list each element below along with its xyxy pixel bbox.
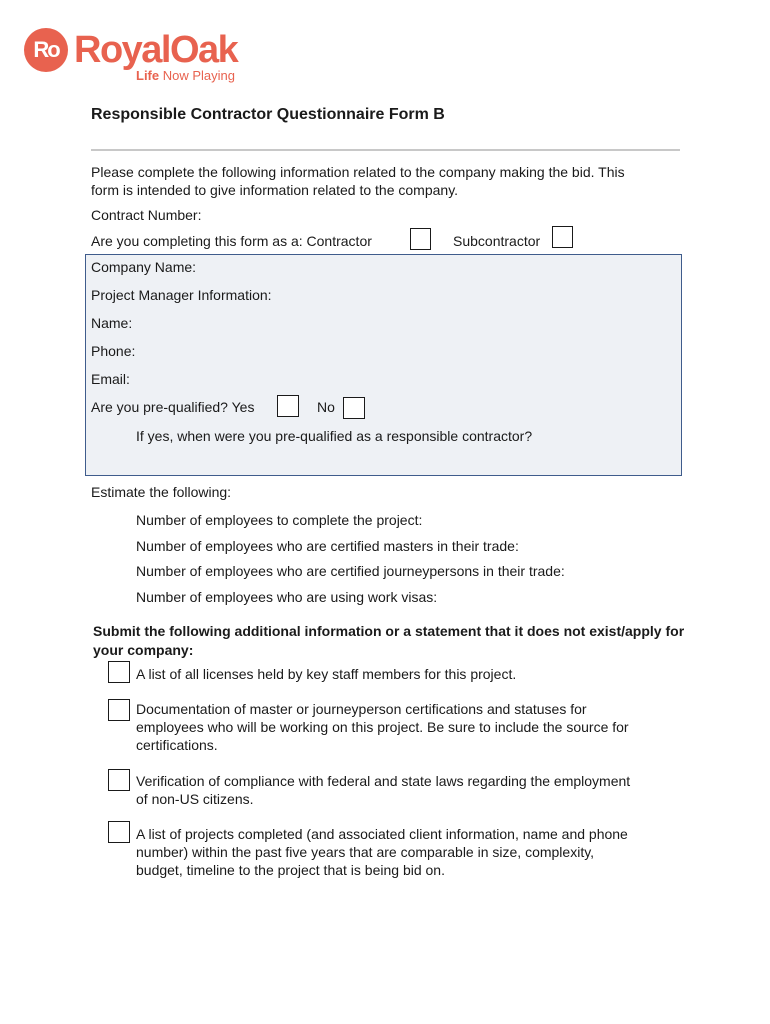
royal-oak-logo: [24, 24, 264, 88]
compliance-checkbox[interactable]: [108, 769, 130, 791]
submit-item-certifications: certifications.: [136, 737, 218, 753]
prequalified-label: Are you pre-qualified? Yes: [91, 399, 255, 415]
estimate-item: Number of employees who are certified journeypersons in their trade:: [136, 563, 565, 579]
logo-tagline: Life Now Playing: [136, 68, 236, 83]
certifications-checkbox[interactable]: [108, 699, 130, 721]
completing-as-label: Are you completing this form as a: Contractor: [91, 233, 372, 249]
estimate-heading: Estimate the following:: [91, 484, 232, 500]
title-divider: [91, 149, 680, 151]
prequalified-no-label: No: [317, 399, 335, 415]
submit-item-certifications: employees who will be working on this project. Be sure to include the source for: [136, 719, 629, 735]
pm-email-label: Email:: [91, 371, 130, 387]
submit-item-projects: budget, timeline to the project that is being bid on.: [136, 862, 445, 878]
intro-line-1: Please complete the following information related to the company making the bid. This: [91, 164, 625, 180]
prequalified-no-checkbox[interactable]: [343, 397, 365, 419]
estimate-item: Number of employees who are certified masters in their trade:: [136, 538, 519, 554]
intro-line-2: form is intended to give information related to the company.: [91, 182, 459, 198]
subcontractor-label: Subcontractor: [453, 233, 541, 249]
pm-phone-label: Phone:: [91, 343, 136, 359]
logo-mark-icon: Ro: [24, 28, 68, 72]
submit-heading-line-1: Submit the following additional information or a statement that it does not exist/apply for: [93, 623, 685, 639]
projects-checkbox[interactable]: [108, 821, 130, 843]
estimate-item: Number of employees to complete the project:: [136, 512, 423, 528]
subcontractor-checkbox[interactable]: [552, 226, 573, 248]
submit-item-certifications: Documentation of master or journeyperson certifications and statuses for: [136, 701, 587, 717]
submit-item-licenses: A list of all licenses held by key staff members for this project.: [136, 666, 517, 682]
submit-item-projects: number) within the past five years that are comparable in size, complexity,: [136, 844, 595, 860]
prequalified-date-label: If yes, when were you pre-qualified as a responsible contractor?: [136, 428, 533, 444]
submit-item-compliance: Verification of compliance with federal and state laws regarding the employment: [136, 773, 631, 789]
estimate-item: Number of employees who are using work visas:: [136, 589, 438, 605]
pm-info-label: Project Manager Information:: [91, 287, 272, 303]
pm-name-label: Name:: [91, 315, 133, 331]
submit-item-projects: A list of projects completed (and associated client information, name and phone: [136, 826, 628, 842]
licenses-checkbox[interactable]: [108, 661, 130, 683]
submit-heading-line-2: your company:: [93, 642, 194, 658]
submit-item-compliance: of non-US citizens.: [136, 791, 254, 807]
contract-number-label: Contract Number:: [91, 207, 202, 223]
form-title: Responsible Contractor Questionnaire Form B: [91, 106, 445, 123]
company-name-label: Company Name:: [91, 259, 197, 275]
prequalified-yes-checkbox[interactable]: [277, 395, 299, 417]
contractor-checkbox[interactable]: [410, 228, 431, 250]
logo-wordmark: RoyalOak: [74, 29, 238, 71]
